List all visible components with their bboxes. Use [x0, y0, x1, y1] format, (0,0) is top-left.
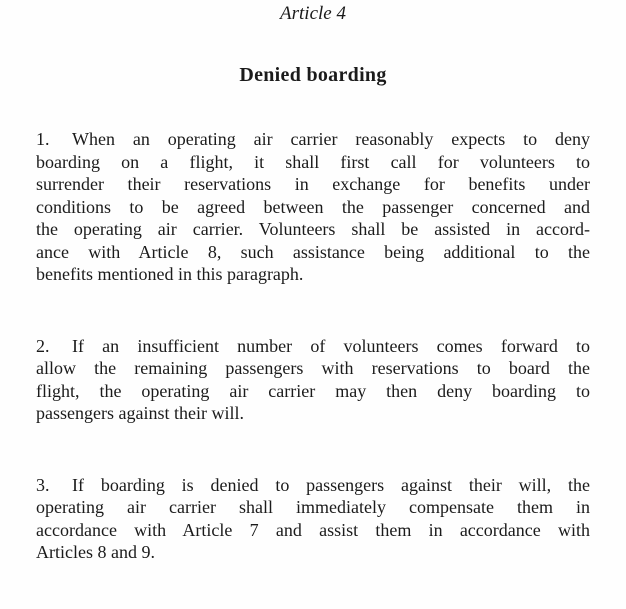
text-line: Articles 8 and 9. — [36, 542, 155, 562]
article-body — [36, 128, 590, 564]
text-line: 2. If an insufficient number of volunteers comes forward to — [36, 335, 590, 356]
paragraph-number: 1. — [36, 129, 50, 149]
text-line: 1. When an operating air carrier reasonably expects to deny — [36, 129, 590, 149]
text-line: flight, the operating air carrier may then deny boarding to — [36, 380, 590, 401]
text-line: 3. If boarding is denied to passengers against their will, the — [36, 474, 590, 495]
paragraph-2 — [36, 335, 590, 425]
text-line: passengers against their will. — [36, 403, 244, 423]
paragraph-3 — [36, 474, 590, 564]
text-line: conditions to be agreed between the passenger concerned and — [36, 196, 590, 217]
paragraph-number: 2. — [36, 335, 50, 356]
text-line: ance with Article 8, such assistance being additional to the — [36, 241, 590, 262]
text-line: the operating air carrier. Volunteers shall be assisted in accord- — [36, 219, 590, 239]
text-line: operating air carrier shall immediately compensate them in — [36, 497, 590, 517]
text-line: allow the remaining passengers with reservations to board the — [36, 358, 590, 378]
text-line: surrender their reservations in exchange for benefits under — [36, 174, 590, 194]
section-title: Denied boarding — [239, 64, 387, 86]
text-line: boarding on a flight, it shall first call for volunteers to — [36, 151, 590, 172]
text-line: accordance with Article 7 and assist them in accordance with — [36, 519, 590, 540]
paragraph-number: 3. — [36, 474, 50, 495]
article-heading: Article 4 — [280, 3, 346, 24]
text-line: benefits mentioned in this paragraph. — [36, 264, 304, 284]
paragraph-1 — [36, 128, 590, 286]
